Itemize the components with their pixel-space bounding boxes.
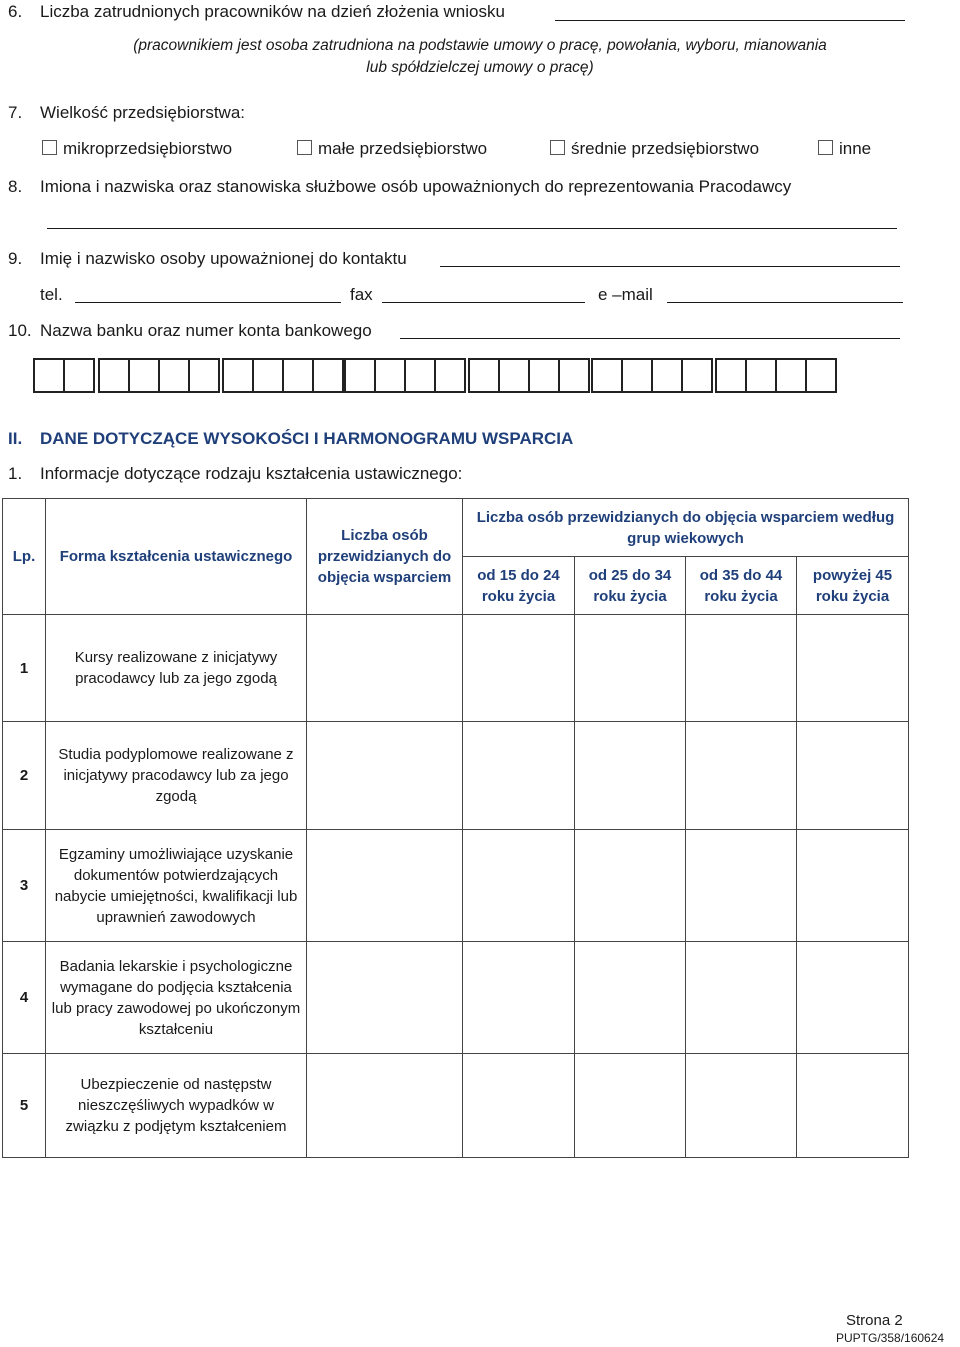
bank-name-field[interactable] <box>400 338 900 339</box>
account-digit-box[interactable] <box>775 358 807 393</box>
cell-age-45-plus[interactable] <box>797 942 909 1054</box>
account-digit-box[interactable] <box>404 358 436 393</box>
row-forma: Egzaminy umożliwiające uzyskanie dokumentów potwierdzających nabycie umiejętności, kwalifikacji lub uprawnień zawodowych <box>46 830 307 942</box>
cell-age-35-44[interactable] <box>686 942 797 1054</box>
option-medium[interactable] <box>550 139 759 159</box>
table-row <box>3 942 909 1054</box>
account-digit-box[interactable] <box>468 358 500 393</box>
header-forma: Forma kształcenia ustawicznego <box>46 499 307 615</box>
item-6-note-line1: (pracownikiem jest osoba zatrudniona na podstawie umowy o pracę, powołania, wyboru, mianowania <box>133 37 827 54</box>
tel-label: tel. <box>40 285 63 304</box>
option-micro-label: mikroprzedsiębiorstwo <box>63 139 233 158</box>
subsection-1-number: 1. <box>8 464 23 483</box>
account-digit-box[interactable] <box>252 358 284 393</box>
account-digit-box[interactable] <box>528 358 560 393</box>
header-lp: Lp. <box>3 499 46 615</box>
account-digit-box[interactable] <box>374 358 406 393</box>
section-2-title: DANE DOTYCZĄCE WYSOKOŚCI I HARMONOGRAMU WSPARCIA <box>40 429 574 448</box>
table-row <box>3 830 909 942</box>
employee-count-field[interactable] <box>555 20 905 21</box>
account-digit-box[interactable] <box>188 358 220 393</box>
cell-age-35-44[interactable] <box>686 722 797 830</box>
option-micro[interactable] <box>42 139 232 159</box>
cell-age-45-plus[interactable] <box>797 615 909 722</box>
account-box-group-1[interactable] <box>35 358 95 393</box>
email-label: e –mail <box>598 285 653 304</box>
item-9-label: Imię i nazwisko osoby upoważnionej do kontaktu <box>40 249 407 268</box>
account-box-group-4[interactable] <box>346 358 466 393</box>
item-7-number: 7. <box>8 103 23 122</box>
account-digit-box[interactable] <box>128 358 160 393</box>
cell-total[interactable] <box>307 830 463 942</box>
cell-age-35-44[interactable] <box>686 830 797 942</box>
account-digit-box[interactable] <box>434 358 466 393</box>
account-digit-box[interactable] <box>681 358 713 393</box>
option-other[interactable] <box>818 139 871 159</box>
row-forma: Kursy realizowane z inicjatywy pracodawcy lub za jego zgodą <box>46 615 307 722</box>
training-table <box>2 498 909 1158</box>
account-digit-box[interactable] <box>222 358 254 393</box>
cell-age-35-44[interactable] <box>686 615 797 722</box>
item-10-label: Nazwa banku oraz numer konta bankowego <box>40 321 372 340</box>
row-number: 4 <box>3 942 46 1054</box>
item-6-number: 6. <box>8 2 23 21</box>
row-forma: Ubezpieczenie od następstw nieszczęśliwych wypadków w związku z podjętym kształceniem <box>46 1054 307 1158</box>
option-small[interactable] <box>297 139 487 159</box>
account-digit-box[interactable] <box>158 358 190 393</box>
cell-age-15-24[interactable] <box>463 615 575 722</box>
cell-age-15-24[interactable] <box>463 830 575 942</box>
item-7-label: Wielkość przedsiębiorstwa: <box>40 103 246 122</box>
cell-age-25-34[interactable] <box>575 1054 686 1158</box>
cell-age-45-plus[interactable] <box>797 830 909 942</box>
row-number: 3 <box>3 830 46 942</box>
account-box-group-2[interactable] <box>100 358 220 393</box>
row-forma: Badania lekarskie i psychologiczne wymagane do podjęcia kształcenia lub pracy zawodowej po ukończonym kształceniu <box>46 942 307 1054</box>
account-box-group-3[interactable] <box>224 358 344 393</box>
item-9-number: 9. <box>8 249 23 268</box>
account-digit-box[interactable] <box>63 358 95 393</box>
table-row <box>3 722 909 830</box>
account-digit-box[interactable] <box>558 358 590 393</box>
account-digit-box[interactable] <box>33 358 65 393</box>
cell-age-15-24[interactable] <box>463 942 575 1054</box>
fax-field[interactable] <box>382 302 585 303</box>
account-digit-box[interactable] <box>621 358 653 393</box>
option-small-label: małe przedsiębiorstwo <box>318 139 488 158</box>
row-number: 5 <box>3 1054 46 1158</box>
tel-field[interactable] <box>75 302 341 303</box>
cell-age-35-44[interactable] <box>686 1054 797 1158</box>
item-6-label: Liczba zatrudnionych pracowników na dzień złożenia wniosku <box>40 2 505 21</box>
table-row <box>3 1054 909 1158</box>
cell-age-45-plus[interactable] <box>797 722 909 830</box>
contact-person-field[interactable] <box>440 266 900 267</box>
account-digit-box[interactable] <box>498 358 530 393</box>
account-digit-box[interactable] <box>805 358 837 393</box>
item-6-note-line2: lub spółdzielczej umowy o pracę) <box>366 59 594 76</box>
cell-total[interactable] <box>307 1054 463 1158</box>
representatives-field[interactable] <box>47 228 897 229</box>
page-number: Strona 2 <box>846 1312 903 1329</box>
option-other-label: inne <box>839 139 872 158</box>
cell-age-25-34[interactable] <box>575 615 686 722</box>
header-age-35-44: od 35 do 44 roku życia <box>686 557 797 615</box>
checkbox-icon[interactable] <box>550 140 565 155</box>
cell-total[interactable] <box>307 615 463 722</box>
account-digit-box[interactable] <box>344 358 376 393</box>
header-age-groups: Liczba osób przewidzianych do objęcia wsparciem według grup wiekowych <box>463 499 909 557</box>
header-age-15-24: od 15 do 24 roku życia <box>463 557 575 615</box>
cell-age-45-plus[interactable] <box>797 1054 909 1158</box>
section-2-number: II. <box>8 429 23 448</box>
subsection-1-label: Informacje dotyczące rodzaju kształcenia ustawicznego: <box>40 464 463 483</box>
document-code: PUPTG/358/160624 <box>836 1331 945 1345</box>
cell-total[interactable] <box>307 942 463 1054</box>
account-digit-box[interactable] <box>312 358 344 393</box>
header-liczba: Liczba osób przewidzianych do objęcia wsparciem <box>307 499 463 615</box>
account-digit-box[interactable] <box>282 358 314 393</box>
account-digit-box[interactable] <box>591 358 623 393</box>
item-8-number: 8. <box>8 177 23 196</box>
checkbox-icon[interactable] <box>818 140 833 155</box>
account-box-group-5[interactable] <box>470 358 590 393</box>
row-forma: Studia podyplomowe realizowane z inicjatywy pracodawcy lub za jego zgodą <box>46 722 307 830</box>
row-number: 1 <box>3 615 46 722</box>
header-age-45-plus: powyżej 45 roku życia <box>797 557 909 615</box>
row-number: 2 <box>3 722 46 830</box>
option-medium-label: średnie przedsiębiorstwo <box>571 139 760 158</box>
account-box-group-7[interactable] <box>717 358 837 393</box>
cell-age-25-34[interactable] <box>575 942 686 1054</box>
cell-age-15-24[interactable] <box>463 1054 575 1158</box>
account-digit-box[interactable] <box>98 358 130 393</box>
header-age-25-34: od 25 do 34 roku życia <box>575 557 686 615</box>
cell-age-25-34[interactable] <box>575 722 686 830</box>
item-8-label: Imiona i nazwiska oraz stanowiska służbowe osób upoważnionych do reprezentowania Pracodawcy <box>40 177 792 196</box>
account-digit-box[interactable] <box>715 358 747 393</box>
checkbox-icon[interactable] <box>297 140 312 155</box>
checkbox-icon[interactable] <box>42 140 57 155</box>
cell-age-25-34[interactable] <box>575 830 686 942</box>
item-10-number: 10. <box>8 321 32 340</box>
fax-label: fax <box>350 285 373 304</box>
account-digit-box[interactable] <box>651 358 683 393</box>
cell-age-15-24[interactable] <box>463 722 575 830</box>
account-digit-box[interactable] <box>745 358 777 393</box>
cell-total[interactable] <box>307 722 463 830</box>
email-field[interactable] <box>667 302 903 303</box>
table-row <box>3 615 909 722</box>
account-box-group-6[interactable] <box>593 358 713 393</box>
